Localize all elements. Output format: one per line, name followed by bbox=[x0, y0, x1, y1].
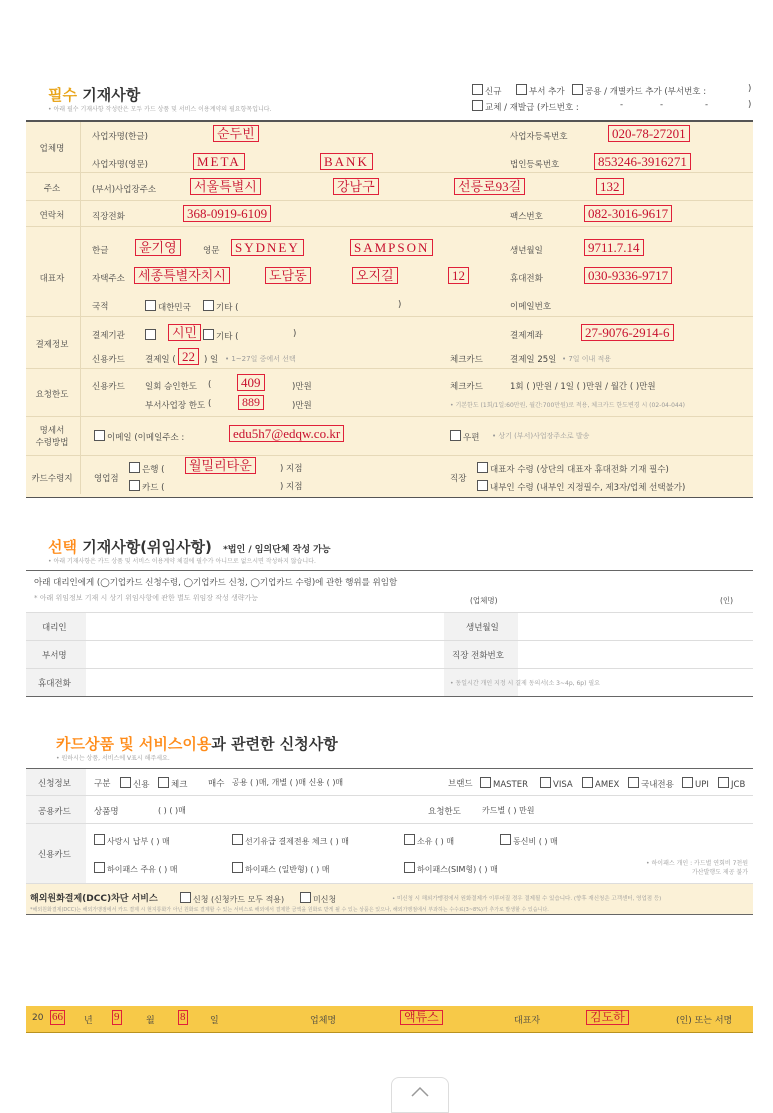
svc-card-per: 카드별 ( ) 만원 bbox=[482, 806, 535, 815]
divider bbox=[26, 368, 753, 369]
svc-common-label: 공용카드 bbox=[38, 807, 71, 817]
addr-section-label: 주소 bbox=[43, 184, 61, 194]
checkbox[interactable] bbox=[145, 329, 156, 340]
checkbox[interactable] bbox=[129, 462, 140, 473]
required-subtitle: • 아래 필수 기재사항 작성란은 모두 카드 상품 및 서비스 이용계약의 필요항목입니다. bbox=[48, 106, 272, 113]
pay-acct[interactable]: 27-9076-2914-6 bbox=[581, 324, 674, 341]
sign-company-label: 업체명 bbox=[310, 1016, 337, 1026]
pay-bank-label: 결제기관 bbox=[92, 331, 125, 341]
sign-day-label: 일 bbox=[210, 1016, 219, 1026]
hipass-note-2: 가산발행도 제공 불가 bbox=[692, 869, 748, 876]
recv-bank-suffix: ) 지점 bbox=[280, 464, 303, 474]
contact-phone-label: 직장전화 bbox=[92, 212, 125, 222]
checkbox[interactable] bbox=[404, 834, 415, 845]
opt-birth-label: 생년월일 bbox=[466, 623, 499, 633]
payday-suffix: ) 일 bbox=[204, 355, 219, 365]
stmt-section-label-2: 수령방법 bbox=[35, 438, 69, 448]
svc-info-label: 신청정보 bbox=[38, 779, 71, 789]
limit-per-open: ( bbox=[208, 380, 212, 390]
divider bbox=[80, 122, 81, 494]
stmt-post-note: • 상기 (부서)사업장주소로 발송 bbox=[492, 432, 590, 440]
brand-amex-option[interactable]: AMEX bbox=[582, 777, 619, 790]
bank-other-option[interactable]: 기타 ( bbox=[203, 329, 238, 342]
checkbox[interactable] bbox=[582, 777, 593, 788]
svc-credit-label: 신용카드 bbox=[38, 850, 71, 860]
dcc-title: 해외원화결제(DCC)차단 서비스 bbox=[30, 894, 158, 904]
limit-check-text: 1회 ( )만원 / 1일 ( )만원 / 월간 ( )만원 bbox=[510, 382, 656, 392]
rep-home-city[interactable]: 세종특별자치시 bbox=[134, 267, 230, 284]
recv-rep-option[interactable]: 대표자 수령 (상단의 대표자 휴대전화 기재 필수) bbox=[477, 462, 669, 475]
rep-home-road[interactable]: 오지길 bbox=[352, 267, 398, 284]
optional-subtitle: • 아래 기재사항은 카드 상품 및 서비스 이용계약 체결에 필수가 아니므로 없으시면 작성하지 않습니다. bbox=[48, 558, 316, 565]
pay-bank[interactable]: 시민 bbox=[168, 324, 201, 341]
addr-road[interactable]: 선릉로93길 bbox=[454, 178, 525, 195]
divider bbox=[26, 226, 753, 227]
svc-opt4[interactable]: 동신비 ( ) 매 bbox=[500, 834, 558, 847]
svc-product-text: ( ) ( )매 bbox=[158, 806, 186, 815]
delegate-note: * 아래 위임정보 기재 시 상기 위임사항에 관한 별도 위임장 작성 생략가능 bbox=[34, 594, 259, 602]
limit-per-open: ( bbox=[208, 399, 212, 409]
checkbox[interactable] bbox=[572, 84, 583, 95]
replace-option[interactable]: 교체 / 재발급 (카드번호 : bbox=[472, 100, 579, 113]
paren-close: ) bbox=[748, 84, 752, 94]
limit-per-label: 일회 승인한도 bbox=[145, 382, 197, 392]
rep-nation-label: 국적 bbox=[92, 302, 109, 312]
checkbox[interactable] bbox=[203, 329, 214, 340]
card-dash-2: - bbox=[660, 100, 664, 110]
checkbox[interactable] bbox=[682, 777, 693, 788]
brand-visa-option[interactable]: VISA bbox=[540, 777, 573, 790]
required-section-title: 필수 기재사항 bbox=[48, 86, 141, 104]
rep-section-label: 대표자 bbox=[39, 274, 65, 284]
rep-en-last[interactable]: SAMPSON bbox=[350, 239, 433, 256]
divider bbox=[26, 640, 753, 641]
chevron-up-icon bbox=[392, 1078, 448, 1102]
brand-master-option[interactable]: MASTER bbox=[480, 777, 528, 790]
paren-close: ) bbox=[398, 300, 402, 310]
opt-dept-label: 부서명 bbox=[42, 651, 67, 661]
limit-credit-label: 신용카드 bbox=[92, 382, 125, 392]
divider bbox=[26, 570, 753, 571]
rep-home-label: 자택주소 bbox=[92, 274, 125, 284]
kind-credit-option[interactable]: 신용 bbox=[120, 777, 149, 790]
payday[interactable]: 22 bbox=[178, 348, 199, 365]
rep-en-first[interactable]: SYDNEY bbox=[231, 239, 304, 256]
delegate-company-label: (업체명) bbox=[470, 596, 498, 605]
checkbox[interactable] bbox=[120, 777, 131, 788]
checkbox[interactable] bbox=[480, 777, 491, 788]
dcc-no-option[interactable]: 미신청 bbox=[300, 892, 336, 905]
recv-card-suffix: ) 지점 bbox=[280, 482, 303, 492]
dcc-apply-option[interactable]: 신청 (신청카드 모두 적용) bbox=[180, 892, 284, 905]
recv-bank[interactable]: 월밀리타운 bbox=[185, 457, 256, 474]
checkbox[interactable] bbox=[145, 300, 156, 311]
contact-section-label: 연락처 bbox=[39, 211, 65, 221]
rep-kr-label: 한글 bbox=[92, 246, 109, 256]
pay-section-label: 결제정보 bbox=[35, 340, 69, 350]
checkbox[interactable] bbox=[516, 84, 527, 95]
svc-opt3[interactable]: 소유 ( ) 매 bbox=[404, 834, 454, 847]
sign-day[interactable]: 8 bbox=[180, 1011, 186, 1023]
addr-city[interactable]: 서울특별시 bbox=[190, 178, 261, 195]
divider bbox=[26, 795, 753, 796]
biz-name-en-label: 사업자명(영문) bbox=[92, 160, 148, 170]
svc-qty-label: 매수 bbox=[208, 779, 225, 789]
new-option[interactable]: 신규 bbox=[472, 84, 501, 97]
svc-opt1[interactable]: 사랑시 납부 ( ) 매 bbox=[94, 834, 170, 847]
divider bbox=[26, 172, 753, 173]
optional-section-title: 선택 기재사항(위임사항) *법인 / 임의단체 작성 가능 bbox=[48, 538, 331, 556]
divider bbox=[26, 316, 753, 317]
nation-kr-option[interactable]: 대한민국 bbox=[145, 300, 191, 313]
limit-unit: )만원 bbox=[292, 382, 312, 392]
rep-birth[interactable]: 9711.7.14 bbox=[584, 239, 644, 256]
check-label: 체크카드 bbox=[450, 355, 483, 365]
recv-bank-option[interactable]: 은행 ( bbox=[129, 462, 164, 475]
checkbox[interactable] bbox=[232, 862, 243, 873]
card-dash-1: - bbox=[620, 100, 624, 110]
scroll-top-button[interactable] bbox=[391, 1077, 449, 1113]
sign-company[interactable]: 액튜스 bbox=[400, 1010, 443, 1025]
divider bbox=[26, 768, 753, 769]
limit-check-label: 체크카드 bbox=[450, 382, 483, 392]
biz-section-label: 업체명 bbox=[39, 144, 65, 154]
sign-seal: (인) 또는 서명 bbox=[676, 1016, 733, 1026]
biz-regno-label: 사업자등록번호 bbox=[510, 132, 568, 142]
rep-mobile[interactable]: 030-9336-9717 bbox=[584, 267, 672, 284]
checkbox[interactable] bbox=[180, 892, 191, 903]
contact-phone[interactable]: 368-0919-6109 bbox=[183, 205, 271, 222]
stmt-section-label-1: 명세서 bbox=[39, 426, 65, 436]
service-section-title: 카드상품 및 서비스이용과 관련한 신청사항 bbox=[56, 735, 338, 753]
checkbox[interactable] bbox=[232, 834, 243, 845]
addr-num[interactable]: 132 bbox=[596, 178, 624, 195]
checkbox[interactable] bbox=[718, 777, 729, 788]
sign-year-label: 년 bbox=[84, 1016, 93, 1026]
sign-rep[interactable]: 김도하 bbox=[586, 1010, 629, 1025]
divider bbox=[26, 612, 753, 613]
svc-brand-label: 브랜드 bbox=[448, 779, 473, 789]
limit-check-note: • 기본한도 (1회/1일:60만원, 월간:700만원)로 적용, 체크카드 한도변경 시 (02-04-044) bbox=[450, 402, 685, 409]
rep-email-label: 이메일번호 bbox=[510, 302, 552, 312]
pay-acct-label: 결제계좌 bbox=[510, 331, 543, 341]
biz-name-en-2[interactable]: BANK bbox=[320, 153, 373, 170]
opt-agent-label: 대리인 bbox=[42, 623, 67, 633]
checkbox[interactable] bbox=[203, 300, 214, 311]
checkbox[interactable] bbox=[477, 462, 488, 473]
dcc-note: • 미신청 시 해외가맹점에서 원화결제가 이루어질 경우 결제될 수 있습니다. (향후 재신청은 고객센터, 영업점 등) bbox=[392, 896, 662, 902]
rep-home-dong[interactable]: 도담동 bbox=[265, 267, 311, 284]
checkbox[interactable] bbox=[94, 834, 105, 845]
payday-note: • 1~27일 중에서 선택 bbox=[225, 355, 296, 363]
divider bbox=[26, 823, 753, 824]
stmt-post-option[interactable]: 우편 bbox=[450, 430, 479, 443]
svc-req-limit-label: 요청한도 bbox=[428, 807, 461, 817]
sign-rep-label: 대표자 bbox=[514, 1016, 541, 1026]
payday-label: 결제일 ( bbox=[145, 355, 176, 365]
biz-name-en-1[interactable]: META bbox=[193, 153, 245, 170]
paren-close: ) bbox=[748, 100, 752, 110]
kind-check-option[interactable]: 체크 bbox=[158, 777, 187, 790]
brand-domestic-option[interactable]: 국내전용 bbox=[628, 777, 674, 790]
rep-en-label: 영문 bbox=[203, 246, 220, 256]
sign-month[interactable]: 9 bbox=[114, 1011, 120, 1023]
opt-workphone-label: 직장 전화번호 bbox=[452, 651, 504, 661]
checkbox[interactable] bbox=[540, 777, 551, 788]
recv-work-label: 직장 bbox=[450, 474, 467, 484]
limit-unit: )만원 bbox=[292, 401, 312, 411]
addr-district[interactable]: 강남구 bbox=[333, 178, 379, 195]
checkbox[interactable] bbox=[628, 777, 639, 788]
bank-option[interactable] bbox=[145, 329, 158, 342]
check-note: • 7일 이내 적용 bbox=[562, 355, 612, 363]
checkbox[interactable] bbox=[300, 892, 311, 903]
divider bbox=[26, 416, 753, 417]
biz-name-kr-label: 사업자명(한글) bbox=[92, 132, 148, 142]
recv-card-option[interactable]: 카드 ( bbox=[129, 480, 164, 493]
checkbox[interactable] bbox=[94, 430, 105, 441]
card-dash-3: - bbox=[705, 100, 709, 110]
checkbox[interactable] bbox=[500, 834, 511, 845]
svc-product-label: 상품명 bbox=[94, 807, 119, 817]
stmt-email[interactable]: edu5h7@edqw.co.kr bbox=[229, 425, 344, 442]
delegate-seal: (인) bbox=[720, 596, 734, 605]
check-day: 결제일 25일 bbox=[510, 355, 557, 365]
nation-other-option[interactable]: 기타 ( bbox=[203, 300, 238, 313]
paren-close: ) bbox=[293, 329, 297, 339]
pay-credit-label: 신용카드 bbox=[92, 355, 125, 365]
common-add-option[interactable]: 공용 / 개별카드 추가 (부서번호 : bbox=[572, 84, 706, 97]
service-subtitle: • 원하시는 상품, 서비스에 V표시 해주세요. bbox=[56, 755, 170, 762]
svc-opt6[interactable]: 하이패스 (일반형) ( ) 매 bbox=[232, 862, 329, 875]
limit-dept[interactable]: 889 bbox=[238, 395, 264, 410]
limit-dept-label: 부서사업장 한도 bbox=[145, 401, 206, 411]
sign-month-label: 월 bbox=[146, 1016, 155, 1026]
contact-fax[interactable]: 082-3016-9617 bbox=[584, 205, 672, 222]
svc-opt2[interactable]: 선기유급 결제전용 체크 ( ) 매 bbox=[232, 834, 349, 847]
divider bbox=[26, 696, 753, 697]
biz-name-kr[interactable]: 순두빈 bbox=[213, 125, 259, 142]
biz-regno[interactable]: 020-78-27201 bbox=[608, 125, 690, 142]
checkbox[interactable] bbox=[129, 480, 140, 491]
checkbox[interactable] bbox=[404, 862, 415, 873]
limit-per[interactable]: 409 bbox=[237, 374, 265, 391]
checkbox[interactable] bbox=[94, 862, 105, 873]
contact-fax-label: 팩스번호 bbox=[510, 212, 543, 222]
dcc-desc: *해외원화결제(DCC)는 해외가맹점에서 카드 결제 시 현지통화가 아닌 원화로 결제할 수 있는 서비스로 해외에서 결제한 금액을 원화로 받게 될 수 있는 상품은 있으나, 해외가맹점에서 부과하는 수수료(3~8%)가 추가로 발생할 수 있습니다. bbox=[30, 907, 549, 913]
divider bbox=[26, 200, 753, 201]
brand-upi-option[interactable]: UPI bbox=[682, 777, 709, 790]
delegate-line: 아래 대리인에게 (◯기업카드 신청수령, ◯기업카드 신청, ◯기업카드 수령)에 관한 행위를 위임함 bbox=[34, 578, 398, 588]
checkbox[interactable] bbox=[472, 84, 483, 95]
svc-qty-text: 공용 ( )매, 개별 ( )매 신용 ( )매 bbox=[232, 778, 344, 787]
addr-label: (부서)사업장주소 bbox=[92, 185, 157, 195]
checkbox[interactable] bbox=[477, 480, 488, 491]
recv-branch-label: 영업점 bbox=[94, 474, 119, 484]
checkbox[interactable] bbox=[158, 777, 169, 788]
opt-mobile-note: • 동일시간 개인 지정 시 결제 동의서(소 3~4p, 6p) 필요 bbox=[450, 680, 600, 687]
divider bbox=[26, 668, 753, 669]
stmt-email-option[interactable]: 이메일 (이메일주소 : bbox=[94, 430, 184, 443]
recv-internal-option[interactable]: 내부인 수령 (내부인 지정필수, 제3자/업체 선택불가) bbox=[477, 480, 685, 493]
recv-section-label: 카드수령지 bbox=[31, 474, 73, 484]
rep-kr-name[interactable]: 윤기영 bbox=[135, 239, 181, 256]
rep-mobile-label: 휴대전화 bbox=[510, 274, 543, 284]
checkbox[interactable] bbox=[450, 430, 461, 441]
sign-year[interactable]: 66 bbox=[52, 1011, 63, 1023]
divider bbox=[26, 455, 753, 456]
checkbox[interactable] bbox=[472, 100, 483, 111]
limit-section-label: 요청한도 bbox=[35, 390, 69, 400]
hipass-note-1: • 하이패스 개인 : 카드별 연회비 7천원 bbox=[646, 860, 748, 867]
biz-corpno[interactable]: 853246-3916271 bbox=[594, 153, 691, 170]
opt-mobile-label: 휴대전화 bbox=[38, 679, 71, 689]
biz-corpno-label: 법인등록번호 bbox=[510, 160, 560, 170]
brand-jcb-option[interactable]: JCB bbox=[718, 777, 745, 790]
dept-add-option[interactable]: 부서 추가 bbox=[516, 84, 565, 97]
signature-bar bbox=[26, 1006, 753, 1033]
svc-kind-label: 구분 bbox=[94, 779, 111, 789]
sign-year-prefix: 20 bbox=[32, 1013, 44, 1023]
svc-opt7[interactable]: 하이패스(SIM형) ( ) 매 bbox=[404, 862, 498, 875]
svc-opt5[interactable]: 하이패스 주유 ( ) 매 bbox=[94, 862, 178, 875]
rep-home-num[interactable]: 12 bbox=[448, 267, 469, 284]
rep-birth-label: 생년월일 bbox=[510, 246, 543, 256]
